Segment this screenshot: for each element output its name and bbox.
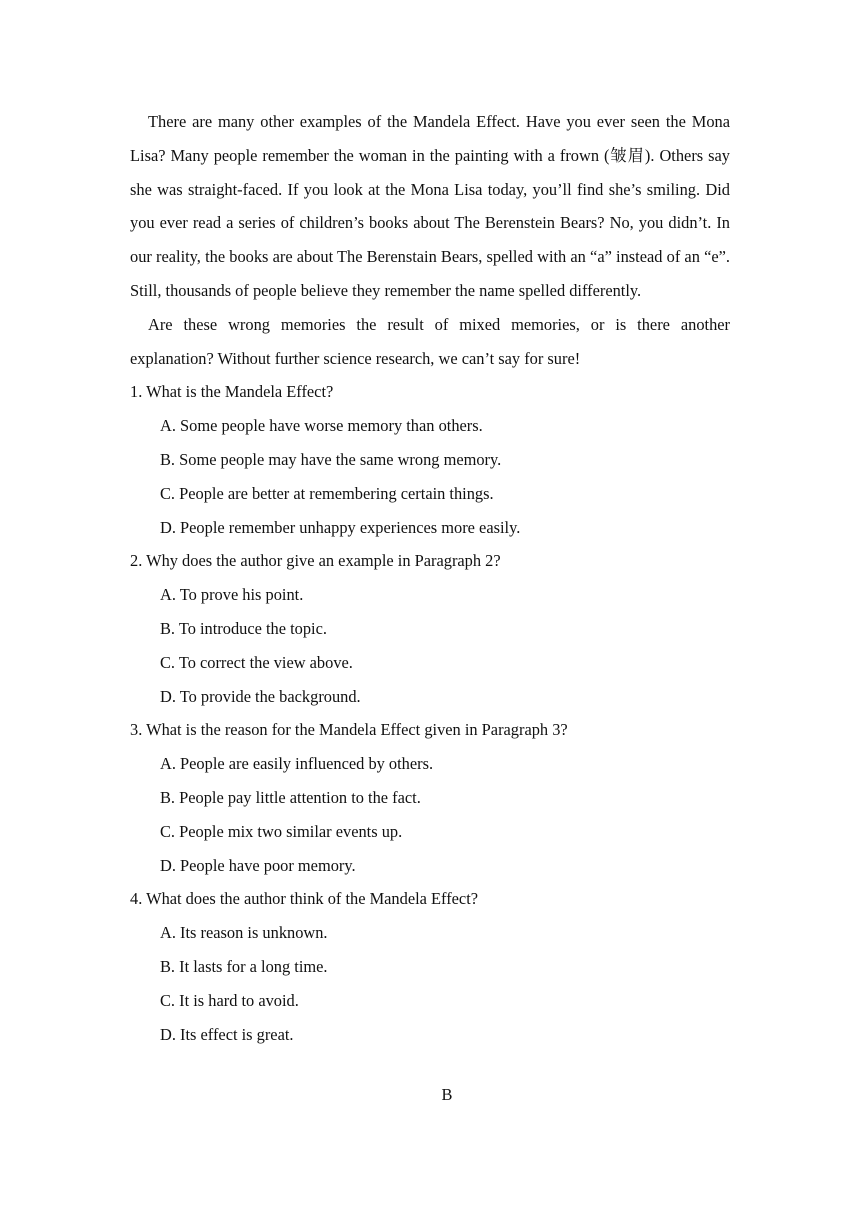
option-b: B. It lasts for a long time.	[160, 956, 328, 976]
question-stem: 1. What is the Mandela Effect?	[130, 382, 334, 402]
question-1	[130, 375, 730, 544]
option-a: A. To prove his point.	[160, 585, 304, 605]
option-c: C. To correct the view above.	[160, 652, 353, 672]
option-b: B. People pay little attention to the fact.	[160, 787, 421, 807]
question-4	[130, 882, 730, 1051]
option-b: B. To introduce the topic.	[160, 618, 327, 638]
option-c: C. It is hard to avoid.	[160, 990, 299, 1010]
document-body	[130, 105, 730, 1051]
option-a: A. People are easily influenced by others.	[160, 754, 434, 774]
question-stem: 3. What is the reason for the Mandela Effect given in Paragraph 3?	[130, 720, 568, 740]
section-heading: B	[441, 1085, 453, 1104]
option-d: D. People remember unhappy experiences more easily.	[160, 517, 521, 537]
question-3	[130, 713, 730, 882]
question-stem: 2. Why does the author give an example in Paragraph 2?	[130, 551, 501, 571]
option-d: D. Its effect is great.	[160, 1024, 294, 1044]
option-c: C. People are better at remembering certain things.	[160, 483, 494, 503]
option-b: B. Some people may have the same wrong memory.	[160, 449, 502, 469]
option-a: A. Some people have worse memory than others.	[160, 416, 483, 436]
option-a: A. Its reason is unknown.	[160, 923, 328, 943]
question-stem: 4. What does the author think of the Mandela Effect?	[130, 889, 479, 909]
option-d: D. People have poor memory.	[160, 855, 356, 875]
passage-paragraph-1: There are many other examples of the Mandela Effect. Have you ever seen the Mona Lisa? Many people remember the woman in the painting with a frown (皱眉). Others say she was straight-faced. If you look at the Mona Lisa today, you’ll find she’s smiling. Did you ever read a series of children’s books about The Berenstein Bears? No, you didn’t. In our reality, the books are about The Berenstain Bears, spelled with an “a” instead of an “e”. Still, thousands of people believe they remember the name spelled differently.	[130, 112, 730, 300]
passage-paragraph-2: Are these wrong memories the result of mixed memories, or is there another explanation? Without further science research, we can’t say for sure!	[130, 314, 730, 368]
option-c: C. People mix two similar events up.	[160, 821, 403, 841]
option-d: D. To provide the background.	[160, 686, 361, 706]
question-2	[130, 544, 730, 713]
